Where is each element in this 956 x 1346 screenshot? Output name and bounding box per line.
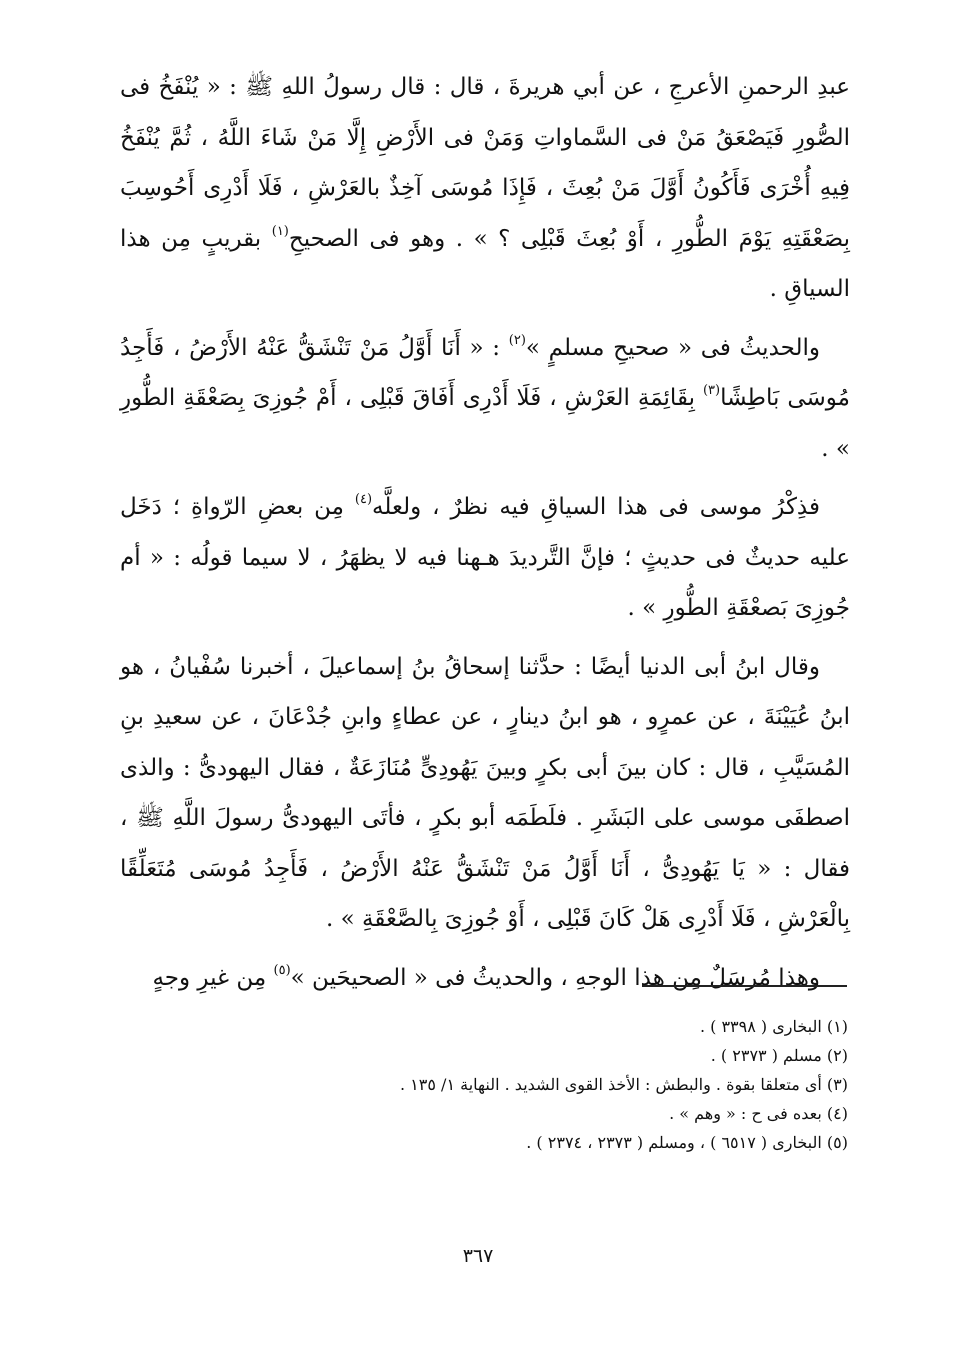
footnote-5: (٥) البخارى ( ٦٥١٧ ) ، ومسلم ( ٢٣٧٣ ، ٢٣٧٤ ) . xyxy=(526,1133,848,1152)
paragraph-3 xyxy=(120,482,850,634)
paragraph-1-text-after: بقريبٍ مِن هذا السياقِ . xyxy=(120,225,850,302)
paragraph-4 xyxy=(120,642,850,945)
paragraph-2 xyxy=(120,323,850,475)
paragraph-2-text-after-2: بِقَائِمَةِ العَرْشِ ، فَلَا أَدْرِى أَفَاقَ قَبْلِى ، أَمْ جُوزِىَ بِصَعْقَةِ الطُّورِ » . xyxy=(120,385,850,462)
page-number: ٣٦٧ xyxy=(462,1245,494,1267)
paragraph-3-text-after: مِن بعضِ الرّواةِ ؛ دَخَل عليه حديثٌ فى حديثٍ ؛ فإنَّ التَّرديدَ هـهنا فيه لا يظهَرُ ، لا سيما قولُه : « أم جُوزِىَ بَصعْقَةِ الطُّورِ » . xyxy=(120,494,850,621)
paragraph-5 xyxy=(120,953,850,1004)
footnote-ref-1[interactable]: (١) xyxy=(271,223,289,239)
footnote-ref-2[interactable]: (٢) xyxy=(508,332,526,348)
paragraph-5-text: وهذا مُرسَلٌ مِن هذا الوجهِ ، والحديثُ فى « الصحيحَين » xyxy=(290,964,820,991)
footnote-4: (٤) بعده فى ح : « وهم » . xyxy=(669,1104,848,1123)
footnotes xyxy=(120,1012,848,1157)
footnote-ref-3[interactable]: (٣) xyxy=(702,383,721,398)
footnote-ref-5[interactable]: (٥) xyxy=(273,962,291,978)
paragraph-4-text: وقال ابنُ أبى الدنيا أيضًا : حدَّثنا إسحاقُ بنُ إسماعيلَ ، أخبرنا سُفْيانُ ، هو ابنُ عُيَيْنَةَ ، عن عمرٍو ، هو ابنُ دينارٍ ، عن عطاءٍ وابنِ جُدْعَانَ ، عن سعيدِ بنِ المُسَيَّبِ ، قال : كان بينَ أبى بكرٍ وبينَ يَهُودِىٍّ مُنَازَعَةٌ ، فقال اليهودىُّ : والذى اصطفَى موسى على البَشَرِ . فلَطَمَه أبو بكرٍ ، فأتَى اليهودىُّ رسولَ اللَّهِ ﷺ ، فقال : « يَا يَهُودِىُّ ، أَنَا أَوَّلُ مَنْ تَنْشَقُّ عَنْهُ الأَرْضُ ، فَأَجِدُ مُوسَى مُتَعَلِّقًا بِالْعَرْشِ ، فَلَا أَدْرِى هَلْ كَانَ قَبْلِى ، أَوْ جُوزِىَ بِالصَّعْقَةِ » . xyxy=(120,653,850,932)
footnote-3: (٣) أى متعلقا بقوة . والبطش : الأخذ القوى الشديد . النهاية ١/ ١٣٥ . xyxy=(400,1075,848,1094)
paragraph-5-text-after: مِن غيرِ وجهٍ xyxy=(152,964,274,991)
paragraph-3-text: فذِكْرُ موسى فى هذا السياقِ فيه نظرٌ ، ولعلَّه xyxy=(372,494,820,520)
footnote-ref-4[interactable]: (٤) xyxy=(354,492,373,507)
footnote-2: (٢) مسلم ( ٢٣٧٣ ) . xyxy=(710,1046,848,1065)
main-text xyxy=(120,62,850,1011)
paragraph-1 xyxy=(120,62,850,315)
paragraph-2-text: والحديثُ فى « صحيحِ مسلمٍ » xyxy=(525,334,820,361)
paragraph-2-text-after: : « أَنَا أَوَّلُ مَنْ تَنْشَقُّ عَنْهُ الأَرْضُ ، فَأَجِدُ مُوسَى بَاطِشًا xyxy=(120,334,850,411)
footnote-divider xyxy=(642,985,847,987)
paragraph-1-text: عبدِ الرحمنِ الأعرجِ ، عن أبي هريرةَ ، قال : قال رسولُ اللهِ ﷺ : « يُنْفَخُ فى الصُّورِ فَيَصْعَقُ مَنْ فى السَّماواتِ وَمَنْ فى الأَرْضِ إِلَّا مَنْ شَاءَ اللَّهُ ، ثُمَّ يُنْفَخُ فِيهِ أُخْرَى فَأَكُونُ أَوَّلَ مَنْ بُعِثَ ، فَإِذَا مُوسَى آخِذٌ بالعَرْشِ ، فَلَا أَدْرِى أَحُوسِبَ بِصَعْقَتِهِ يَوْمَ الطُّورِ ، أَوْ بُعِثَ قَبْلِى ؟ » . وهو فى الصحيحِ xyxy=(120,74,850,252)
footnote-1: (١) البخارى ( ٣٣٩٨ ) . xyxy=(699,1017,848,1036)
